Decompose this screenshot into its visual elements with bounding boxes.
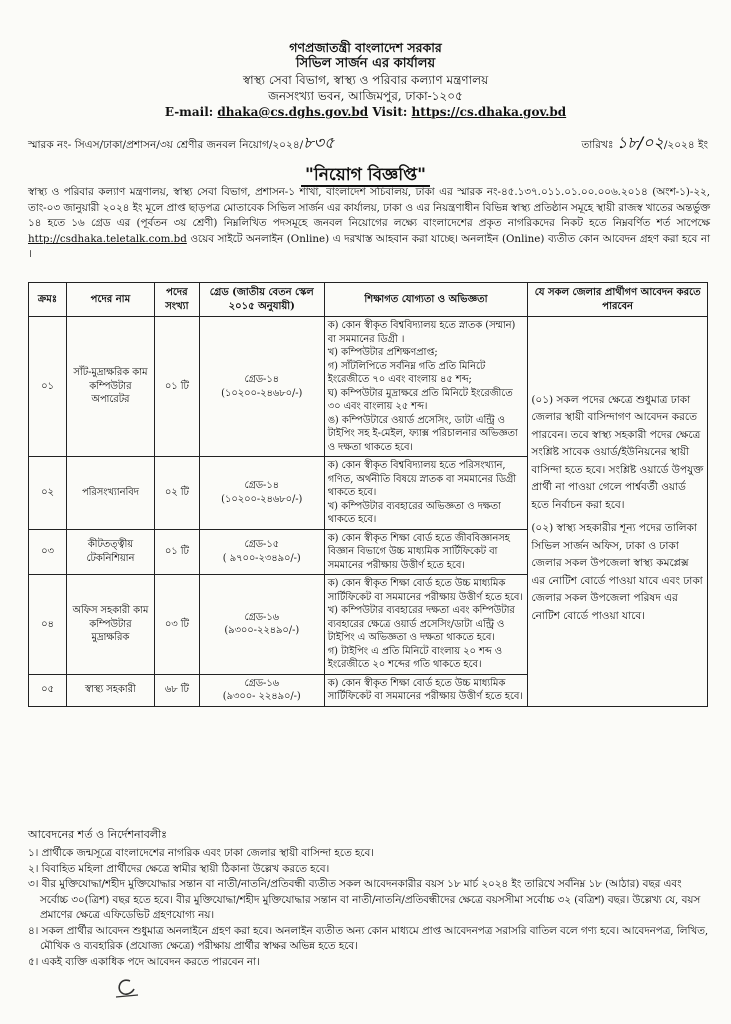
qualification-cell: ক) কোন স্বীকৃত বিশ্ববিদ্যালয় হতে স্নাতক (সম্মান) বা সমমানের ডিগ্রী । খ) কম্পিউটার প্রশিক্ষণপ্রাপ্ত; গ) সাঁটলিপিতে সর্বনিম্ন গতি প্রতি মিনিটে ইংরেজীতে ৭০ এবং বাংলায় ৪৫ শব্দ; ঘ) কম্পিউটার মুদ্রাক্ষরে প্রতি মিনিটে ইংরেজীতে ৩০ এবং বাংলায় ২৫ শব্দ। ঙ) কম্পিউটারে ওয়ার্ড প্রসেসিং, ডাটা এন্ট্রি ও টাইপিং সহ ই-মেইল, ফ্যাক্স পরিচালনার অভিজ্ঞতা ও দক্ষতা থাকতে হবে। <box>324 317 528 457</box>
district-note-2: (০২) স্বাস্থ্য সহকারীর শূন্য পদের তালিকা সিভিল সার্জন অফিস, ঢাকা ও ঢাকা জেলার সকল উপজেলা স্বাস্থ্য কমপ্লেক্স এর নোটিশ বোর্ডে পাওয়া যাবে এবং ঢাকা জেলার সকল উপজেলা পরিষদ এর নোটিশ বোর্ডে পাওয়া যাবে। <box>531 522 703 622</box>
count-cell: ৬৮ টি <box>154 674 199 706</box>
condition-item: ৩। বীর মুক্তিযোদ্ধা/শহীদ মুক্তিযোদ্ধার সন্তান বা নাতী/নাতনি/প্রতিবন্ধী ব্যতীত সকল আবেদনকারীর বয়স ১৮ মার্চ ২০২৪ ইং তারিখে সর্বনিম্ন ১৮ (আঠার) বছর এবং সর্বোচ্চ ৩০(ত্রিশ) বছর হতে হবে। বীর মুক্তিযোদ্ধা/শহীদ মুক্তিযোদ্ধার সন্তান বা নাতী/নাতনি/প্রতিবন্ধীদের ক্ষেত্রে বয়সসীমা সর্বোচ্চ ৩২ (বত্রিশ) বছর। উল্লেখ্য যে, বয়স প্রমাণের ক্ষেত্রে এফিডেভিট গ্রহণযোগ্য নয়। <box>28 878 701 921</box>
post-cell: স্বাস্থ্য সহকারী <box>66 674 154 706</box>
initial-scribble-icon <box>112 975 142 1001</box>
post-cell: পরিসংখ্যানবিদ <box>66 457 154 530</box>
header-qualification: শিক্ষাগত যোগ্যতা ও অভিজ্ঞতা <box>324 283 528 317</box>
header-grade: গ্রেড (জাতীয় বেতন স্কেল ২০১৫ অনুযায়ী) <box>199 283 324 317</box>
condition-item: ৫। একই ব্যক্তি একাধিক পদে আবেদন করতে পারবেন না। <box>28 955 260 968</box>
notice-title: "নিয়োগ বিজ্ঞপ্তি" <box>0 162 731 190</box>
serial-cell: ০১ <box>29 317 67 457</box>
post-cell: কীটতত্ত্বীয় টেকনিশিয়ান <box>66 529 154 575</box>
serial-cell: ০৫ <box>29 674 67 706</box>
office-name: সিভিল সার্জন এর কার্যালয় <box>295 56 436 71</box>
office-address: জনসংখ্যা ভবন, আজিমপুর, ঢাকা-১২০৫ <box>268 89 463 103</box>
condition-item: ১। প্রার্থীকে জন্মসূত্রে বাংলাদেশের নাগরিক এবং ঢাকা জেলার স্থায়ী বাসিন্দা হতে হবে। <box>28 847 374 859</box>
qualification-cell: ক) কোন স্বীকৃত শিক্ষা বোর্ড হতে জীববিজ্ঞানসহ বিজ্ঞান বিভাগে উচ্চ মাধ্যমিক সার্টিফিকেট বা সমমানের পরীক্ষায় উত্তীর্ণ হতে হবে। <box>324 529 528 575</box>
grade-cell: গ্রেড-১৬ (৯৩০০- ২২৪৯০/-) <box>199 674 324 706</box>
memo-reference <box>28 130 708 157</box>
post-cell: অফিস সহকারী কাম কম্পিউটার মুদ্রাক্ষরিক <box>66 575 154 675</box>
grade-cell: গ্রেড-১৪ (১০২০০-২৪৬৮০/-) <box>199 317 324 457</box>
header-count: পদের সংখ্যা <box>154 283 199 317</box>
letterhead <box>0 40 731 120</box>
post-cell: সাঁট-মুদ্রাক্ষরিক কাম কম্পিউটার অপারেটর <box>66 317 154 457</box>
qualification-cell: ক) কোন স্বীকৃত বিশ্ববিদ্যালয় হতে পরিসংখ্যান, গণিত, অর্থনীতি বিষয়ে স্নাতক বা সমমানের ডিগ্রী থাকতে হবে। খ) কম্পিউটার ব্যবহারের অভিজ্ঞতা ও দক্ষতা থাকতে হবে। <box>324 457 528 530</box>
header-post: পদের নাম <box>66 283 154 317</box>
table-row <box>29 317 708 457</box>
conditions-list <box>28 846 710 970</box>
memo-prefix: স্মারক নং- সিএস/ঢাকা/প্রশাসন/৩য় শ্রেণীর জনবল নিয়োগ/২০২৪/ <box>28 139 304 151</box>
contact-line: E-mail: dhaka@cs.dghs.gov.bd Visit: https://cs.dhaka.gov.bd <box>164 105 567 119</box>
count-cell: ০৩ টি <box>154 575 199 675</box>
memo-date: তারিখঃ ১৮/০২/২০২৪ ইং <box>581 133 708 152</box>
ministry-name: স্বাস্থ্য সেবা বিভাগ, স্বাস্থ্য ও পরিবার কল্যাণ মন্ত্রণালয় <box>242 73 489 87</box>
initial-mark <box>112 975 142 1007</box>
condition-item: ৪। সকল প্রার্থীর আবেদন শুধুমাত্র অনলাইনে গ্রহণ করা হবে। অনলাইন ব্যতীত অন্য কোন মাধ্যমে প্রাপ্ত আবেদনপত্র সরাসরি বাতিল বলে গণ্য হবে। আবেদনপত্র, লিখিত, মৌখিক ও ব্যবহারিক (প্রযোজ্য ক্ষেত্রে) পরীক্ষায় প্রার্থীর স্বাক্ষর অভিন্ন হতে হবে। <box>28 924 709 952</box>
qualification-cell: ক) কোন স্বীকৃত শিক্ষা বোর্ড হতে উচ্চ মাধ্যমিক সার্টিফিকেট বা সমমানের পরীক্ষায় উত্তীর্ণ হতে হবে। <box>324 674 528 706</box>
grade-cell: গ্রেড-১৬ (৯৩০০-২২৪৯০/-) <box>199 575 324 675</box>
header-districts: যে সকল জেলার প্রার্থীগণ আবেদন করতে পারবেন <box>528 283 708 317</box>
grade-cell: গ্রেড-১৪ (১০২০০-২৪৬৮০/-) <box>199 457 324 530</box>
email-link[interactable]: dhaka@cs.dghs.gov.bd <box>217 105 369 119</box>
grade-cell: গ্রেড-১৫ ( ৯৭০০-২৩৪৯০/-) <box>199 529 324 575</box>
government-name: গণপ্রজাতন্ত্রী বাংলাদেশ সরকার <box>289 40 442 55</box>
conditions-heading: আবেদনের শর্ত ও নির্দেশনাবলীঃ <box>28 828 168 841</box>
job-table <box>28 282 708 707</box>
qualification-cell: ক) কোন স্বীকৃত শিক্ষা বোর্ড হতে উচ্চ মাধ্যমিক সার্টিফিকেট বা সমমানের পরীক্ষায় উত্তীর্ণ হতে হবে। খ) কম্পিউটার ব্যবহারের দক্ষতা এবং কম্পিউটার ব্যবহারের ক্ষেত্রে ওয়ার্ড প্রসেসিং/ডাটা এন্ট্রি ও টাইপিং এ অভিজ্ঞতা ও দক্ষতা থাকতে হবে। গ) টাইপিং এ প্রতি মিনিটে বাংলায় ২০ শব্দ ও ইংরেজীতে ২০ শব্দের গতি থাকতে হবে। <box>324 575 528 675</box>
district-note-1: (০১) সকল পদের ক্ষেত্রে শুধুমাত্র ঢাকা জেলার স্থায়ী বাসিন্দাগণ আবেদন করতে পারবেন। তবে স্বাস্থ্য সহকারী পদের ক্ষেত্রে সংশ্লিষ্ট সাবেক ওয়ার্ড/ইউনিয়নের স্থায়ী বাসিন্দা হতে হবে। সংশ্লিষ্ট ওয়ার্ডে উপযুক্ত প্রার্থী না পাওয়া গেলে পার্শ্ববর্তী ওয়ার্ড হতে নির্বাচন করা হবে। <box>531 393 704 511</box>
memo-number: ৮৩৫ <box>303 133 335 152</box>
serial-cell: ০২ <box>29 457 67 530</box>
table-header-row <box>29 283 708 317</box>
count-cell: ০১ টি <box>154 529 199 575</box>
application-link[interactable]: http://csdhaka.teletalk.com.bd <box>28 232 187 245</box>
district-eligibility-cell <box>528 317 708 707</box>
serial-cell: ০৩ <box>29 529 67 575</box>
count-cell: ০২ টি <box>154 457 199 530</box>
intro-paragraph: স্বাস্থ্য ও পরিবার কল্যাণ মন্ত্রণালয়, স্বাস্থ্য সেবা বিভাগ, প্রশাসন-১ শাখা, বাংলাদেশ সচিবালয়, ঢাকা এর স্মারক নং-৪৫.১৩৭.০১১.০১.০০.০০৬.২০১৪ (অংশ-১)-২২, তাং-০৩ জানুয়ারী ২০২৪ ইং মূলে প্রাপ্ত ছাড়পত্র মোতাবেক সিভিল সার্জন এর কার্যালয়, ঢাকা ও এর নিয়ন্ত্রণাধীন বিভিন্ন স্বাস্থ্য প্রতিষ্ঠান সমূহে স্থায়ী রাজস্ব খাতের অন্তর্ভুক্ত ১৪ হতে ১৬ গ্রেড এর (পূর্বতন ৩য় শ্রেণী) নিম্নলিখিত পদসমূহে জনবল নিয়োগের লক্ষ্যে বাংলাদেশের প্রকৃত নাগরিকদের নিকট হতে নিম্নবর্ণিত শর্ত সাপেক্ষে http://csdhaka.teletalk.com.bd ওয়েব সাইটে অনলাইন (Online) এ দরখাস্ত আহবান করা যাচ্ছে। অনলাইন (Online) ব্যতীত কোন আবেদন গ্রহণ করা হবে না । <box>28 186 710 260</box>
website-link[interactable]: https://cs.dhaka.gov.bd <box>411 105 567 119</box>
count-cell: ০১ টি <box>154 317 199 457</box>
condition-item: ২। বিবাহিত মহিলা প্রার্থীদের ক্ষেত্রে স্বামীর স্থায়ী ঠিকানা উল্লেখ করতে হবে। <box>28 862 330 875</box>
header-serial: ক্রমঃ <box>29 283 67 317</box>
serial-cell: ০৪ <box>29 575 67 675</box>
